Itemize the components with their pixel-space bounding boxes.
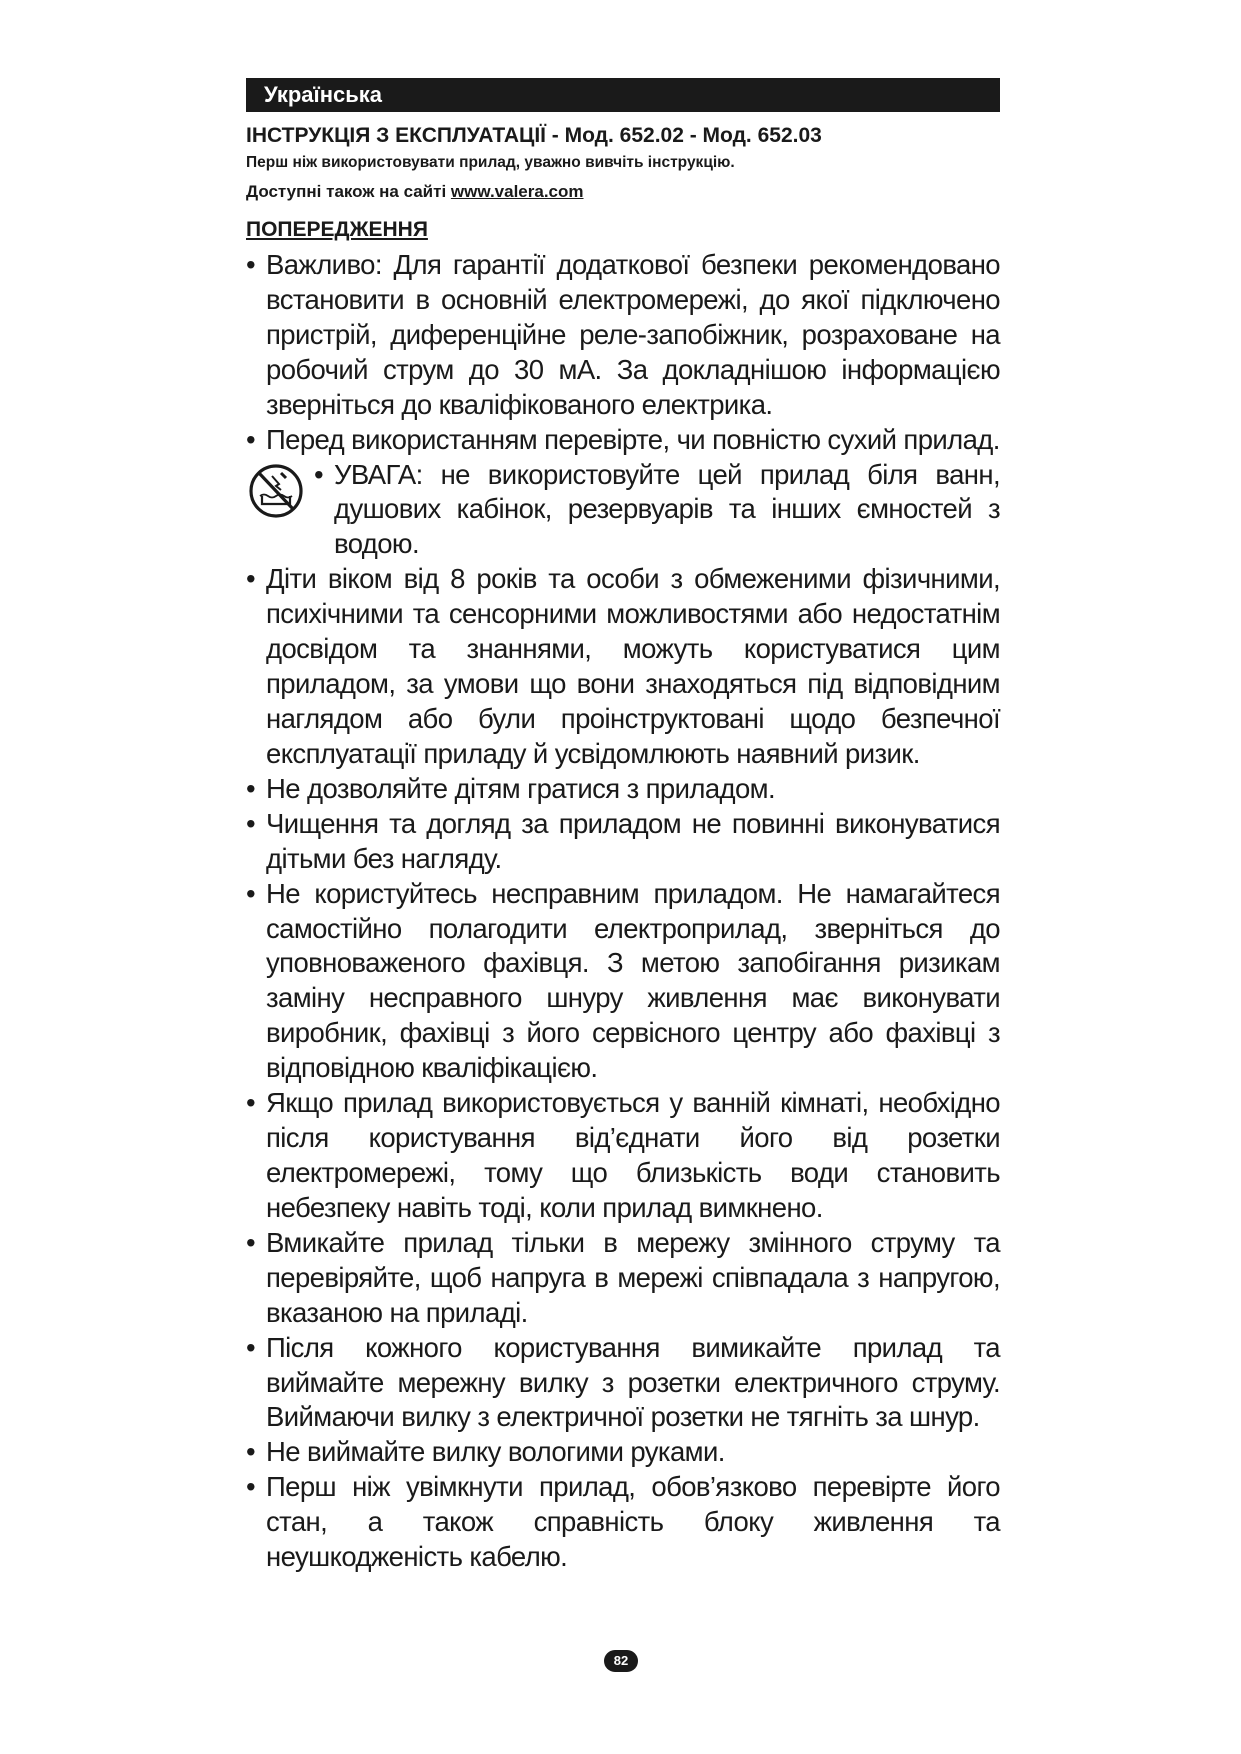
warning-text: Чищення та догляд за приладом не повинні виконуватися дітьми без нагляду. (266, 807, 1000, 874)
warning-item (246, 1226, 1000, 1331)
warning-text: Перед використанням перевірте, чи повністю сухий прилад. (266, 423, 1000, 455)
warning-item (246, 1086, 1000, 1226)
warning-item (246, 807, 1000, 877)
bullet: • (246, 563, 256, 595)
bullet: • (314, 458, 324, 490)
warning-text: УВАГА: не використовуйте цей прилад біля ванн, душових кабінок, резервуарів та інших ємностей з водою. (334, 458, 1000, 560)
bullet: • (246, 1087, 256, 1119)
availability-note (246, 182, 1000, 202)
warning-item (246, 772, 1000, 807)
warning-item (246, 248, 1000, 423)
bullet: • (246, 1436, 256, 1468)
language-bar: Українська (246, 78, 1000, 112)
bullet: • (246, 807, 256, 839)
warnings-list (246, 248, 1000, 1575)
warning-text: Перш ніж увімкнути прилад, обов’язково перевірте його стан, а також справність блоку живлення та неушкодженість кабелю. (266, 1471, 1000, 1573)
warning-text: Діти віком від 8 років та особи з обмеженими фізичними, психічними та сенсорними можливостями або недостатнім досвідом та знаннями, можуть користуватися цим приладом, за умови що вони знаходяться під відповідним наглядом або були проінструктовані щодо безпечної експлуатації приладу й усвідомлюють наявний ризик. (266, 563, 1000, 769)
warning-text: Не дозволяйте дітям гратися з приладом. (266, 772, 776, 804)
read-instructions-note: Перш ніж використовувати прилад, уважно вивчіть інструкцію. (246, 154, 735, 171)
warning-text: Важливо: Для гарантії додаткової безпеки рекомендовано встановити в основній електромережі, до якої підключено пристрій, диференційне реле-запобіжник, розраховане на робочий струм до 30 мА. За докладнішою інформацією зверніться до кваліфікованого електрика. (266, 249, 1000, 420)
warning-text: Якщо прилад використовується у ванній кімнаті, необхідно після користування від’єднати його від розетки електромережі, тому що близькість води становить небезпеку навіть тоді, коли прилад вимкнено. (266, 1087, 1000, 1223)
availability-label: Доступні також на сайті (246, 182, 451, 201)
warning-item (246, 1470, 1000, 1575)
warning-item (246, 1331, 1000, 1436)
warning-item (246, 562, 1000, 772)
bullet: • (246, 772, 256, 804)
warning-text: Не користуйтесь несправним приладом. Не намагайтеся самостійно полагодити електроприлад, зверніться до уповноваженого фахівця. З метою запобігання ризикам заміну несправного шнуру живлення має виконувати виробник, фахівці з його сервісного центру або фахівці з відповідною кваліфікацією. (266, 877, 1000, 1084)
bullet: • (246, 423, 256, 455)
page-number-badge: 82 (604, 1650, 638, 1672)
manual-page (246, 78, 1000, 1575)
warning-item (246, 423, 1000, 458)
document-title: ІНСТРУКЦІЯ З ЕКСПЛУАТАЦІЇ - Мод. 652.02 - Мод. 652.03 (246, 124, 822, 147)
warning-item (246, 1435, 1000, 1470)
warning-text: Не виймайте вилку вологими руками. (266, 1436, 725, 1468)
bullet: • (246, 877, 256, 909)
bullet: • (246, 1471, 256, 1503)
bullet: • (246, 1331, 256, 1363)
section-title-warnings: ПОПЕРЕДЖЕННЯ (246, 218, 428, 241)
bullet: • (246, 249, 256, 280)
warning-text: Вмикайте прилад тільки в мережу змінного струму та перевіряйте, щоб напруга в мережі співпадала з напругою, вказаною на приладі. (266, 1226, 1000, 1328)
no-bath-water-icon (246, 458, 306, 518)
bullet: • (246, 1226, 256, 1258)
warning-with-icon (246, 458, 1000, 563)
warning-text: Після кожного користування вимикайте прилад та виймайте мережну вилку з розетки електричного струму. Виймаючи вилку з електричної розетки не тягніть за шнур. (266, 1331, 1000, 1433)
warning-item (246, 877, 1000, 1087)
warning-item (314, 458, 1000, 563)
website-link[interactable]: www.valera.com (450, 182, 584, 201)
